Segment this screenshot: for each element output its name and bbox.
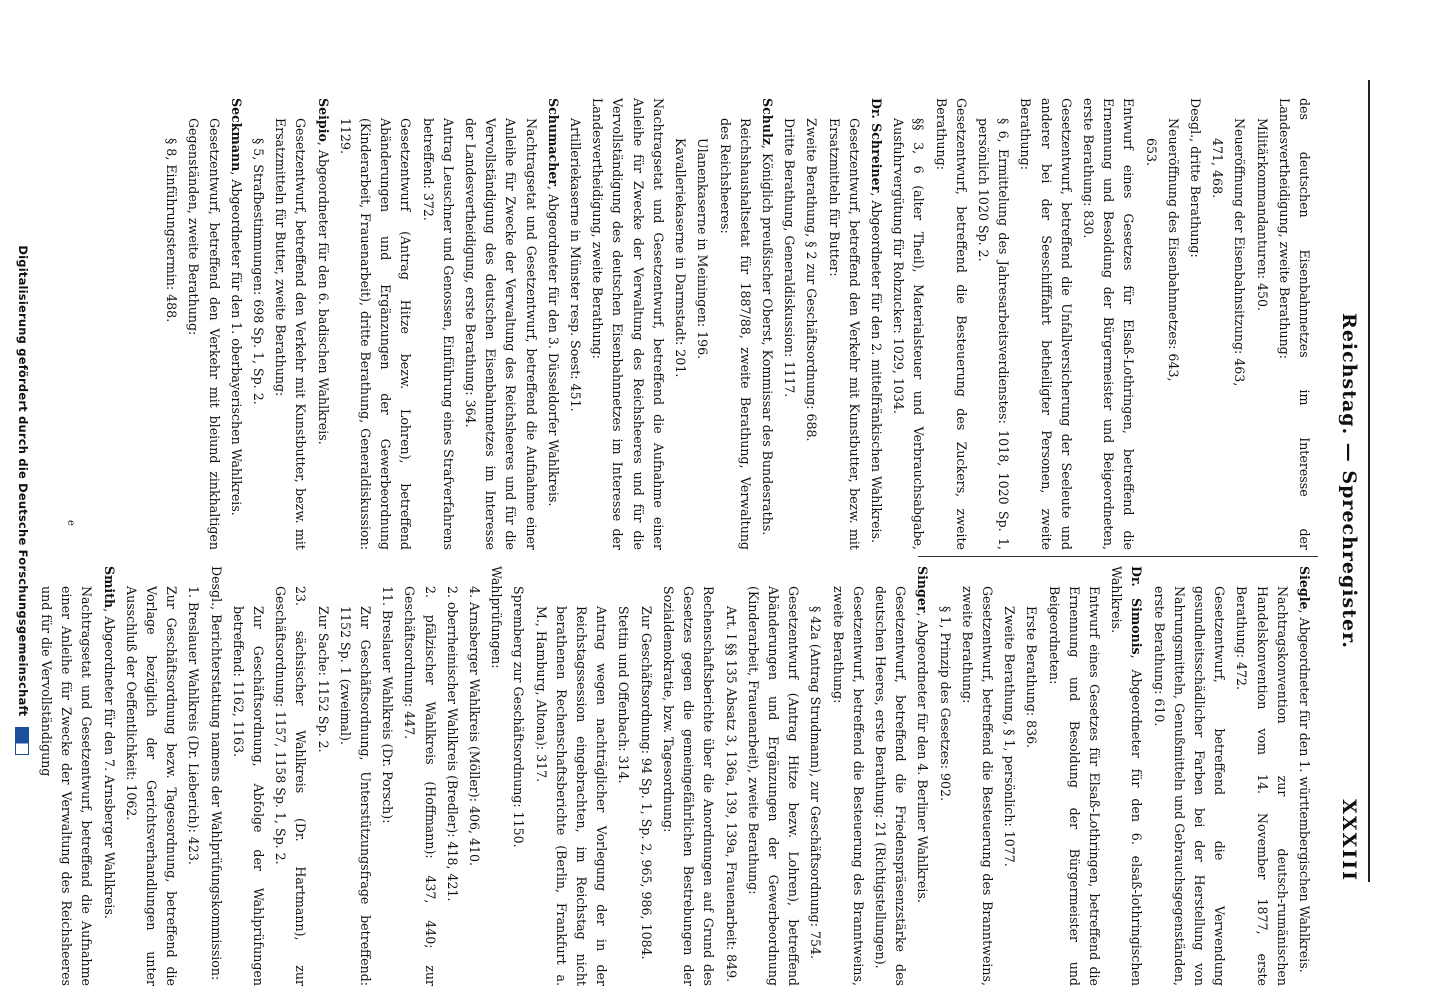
entry-text: Ulanenkaserne in Meiningen: 196. — [695, 138, 711, 360]
entry-text: Gesetzentwurf, betreffend die Verwendung gesundheitsschädlicher Farben bei der Herstellung von Nahrungsmitteln, Genußmitteln und Gebrauchsgegenständen, erste Berathung: 610. — [1151, 586, 1228, 986]
entry-text: 2. oberrheinischer Wahlkreis (Bredler): 418, 421. — [444, 586, 460, 902]
speaker-name: Seipio — [315, 98, 331, 142]
entry-text: , Königlich preußischer Oberst, Kommissar des Bundesraths. — [759, 145, 775, 536]
entry-text: Zweite Berathung, § 2 zur Geschäftsordnung: 688. — [804, 118, 820, 442]
entry-text: Art. I §§ 135 Absatz 3, 136a, 139, 139a, Frauenarbeit: 849. — [723, 606, 739, 983]
speaker-name: Smith — [101, 566, 117, 609]
entry-text: Erste Berathung: 836. — [1024, 606, 1040, 749]
register-entry — [417, 98, 457, 550]
register-entry — [1207, 98, 1227, 550]
register-entry — [530, 566, 611, 986]
register-entry — [870, 566, 910, 986]
entry-text: , Abgeordneter für den 6. elsaß-lothringischen Wahlkreis. — [1109, 566, 1145, 986]
speaker-name: Schulz — [759, 98, 775, 146]
register-entry — [720, 566, 740, 986]
entry-text: , Abgeordneter für den 3. Düsseldorfer Wahlkreis. — [545, 186, 561, 507]
column-divider — [918, 556, 1318, 557]
entry-text: Gesetzentwurf, betreffend die Friedenspräsenzstärke des deutschen Heeres, erste Berathung: 21 (Richtigstellungen). — [872, 586, 909, 986]
entry-text: Gesetzentwurf, betreffend die Besteuerung des Branntweins, zweite Berathung: — [959, 586, 995, 986]
speaker-name: Schumacher — [545, 98, 561, 187]
entry-text: , Abgeordneter für den 6. badischen Wahlkreis. — [315, 141, 331, 445]
entry-text: Zur Geschäftsordnung, Unterstützungsfrage betreffend: 1152 Sp. 1 (zweimal). — [337, 606, 374, 986]
dfg-logo-icon — [16, 727, 30, 755]
register-entry — [912, 566, 932, 986]
entry-text: Antrag wegen nachträglicher Vorlegung der in der Reichstagssession eingebrachten, im Reichstag nicht berathenen Rechenschaftsberichte (Berlin, Frankfurt a. M., Hamburg, Altona): 317. — [533, 606, 610, 986]
speaker-name: Dr. Simonis — [1129, 566, 1145, 655]
entry-text: Gesetzentwurf, betreffend den Verkehr mit Kunstbutter, bezw. mit Ersatzmitteln für Butter, zweite Berathung: — [273, 118, 309, 550]
entry-text: Nachtragsetat und Gesetzentwurf, betreffend die Aufnahme einer Anleihe für Zwecke der Verwaltung des Reichsheeres und für die Vervollständigung des deutschen Eisenbahnnetzes im Interesse der Landesvertheidigung, zweite Berathung: — [590, 98, 666, 550]
entry-text: Neueröffnung der Eisenbahnsitzung: 463, — [1232, 118, 1248, 387]
right-column — [34, 566, 1314, 986]
register-entry — [205, 566, 225, 986]
register-entry — [1140, 98, 1160, 550]
entry-text: Nachtragskonvention zur deutsch-rumänischen Handelskonvention vom 14. November 1877, erste Berathung: 472. — [1234, 586, 1290, 986]
register-entry — [1015, 98, 1076, 550]
register-entry — [270, 566, 310, 986]
entry-text: Zur Geschäftsordnung bezw. Tagesordnung, betreffend die Vorlage bezüglich der Gerichtsverhandlungen unter Ausschluß der Oeffentlichkeit: 1062. — [123, 586, 180, 986]
register-entry — [161, 98, 181, 550]
entry-text: Desgl., Berichterstattung namens der Wahlprüfungskommission: — [208, 566, 224, 981]
register-entry — [866, 98, 886, 550]
entry-text: , Abgeordneter für den 4. Berliner Wahlkreis. — [915, 612, 931, 903]
register-entry — [312, 566, 332, 986]
register-entry — [312, 98, 332, 550]
entry-text: , Abgeordneter für den 1. oberbayerischen Wahlkreis. — [228, 171, 244, 516]
entry-text: , Abgeordneter für den 2. mittelfränkischen Wahlkreis. — [868, 192, 884, 544]
register-entry — [399, 566, 439, 986]
page-mark: e — [65, 520, 76, 526]
entry-text: Neueröffnung des Eisenbahnnetzes: 643, — [1165, 118, 1181, 382]
register-entry — [999, 566, 1019, 986]
entry-text: Militärkommandanturen: 450. — [1254, 118, 1270, 312]
register-entry — [587, 98, 668, 550]
entry-text: Zur Geschäftsordnung: 94 Sp. 1, Sp. 2, 965, 986, 1084. — [638, 606, 654, 960]
register-entry — [508, 566, 528, 986]
register-entry — [658, 566, 719, 986]
entry-text: Entwurf eines Gesetzes für Elsaß-Lothringen, betreffend die Ernennung und Besoldung der Bürgermeister und Beigeordneten, erste Berathung: 830. — [1080, 98, 1137, 550]
register-entry — [801, 98, 821, 550]
register-entry — [805, 566, 825, 986]
digitization-footer — [16, 0, 31, 1000]
speaker-name: Singer — [915, 566, 931, 613]
entry-text: 2. pfälzischer Wahlkreis (Hoffmann): 437, 440; zur Geschäftsordnung: 447. — [402, 586, 438, 986]
entry-text: , Abgeordneter für den 1. württembergischen Wahlkreis. — [1297, 609, 1312, 973]
register-entry — [1231, 566, 1292, 986]
entry-text: Zur Geschäftsordnung, Abfolge der Wahlprüfungen betreffend: 1162, 1163. — [230, 606, 267, 986]
register-entry — [377, 566, 397, 986]
register-entry — [934, 566, 954, 986]
register-entry — [1078, 98, 1139, 550]
register-entry — [121, 566, 182, 986]
top-rule — [1368, 80, 1370, 882]
entry-text: Gesetzentwurf (Antrag Hitze bezw. Lohren), betreffend Abänderungen und Ergänzungen der Gewerbeordnung (Kinderarbeit, Frauenarbeit), dritte Berathung, Generaldiskussion: 1129. — [337, 118, 414, 550]
entry-text: Entwurf eines Gesetzes für Elsaß-Lothringen, betreffend die Ernennung und Besoldung der Bürgermeister und Beigeordneten: — [1046, 586, 1102, 986]
entry-text: Gesetzentwurf, betreffend den Verkehr mit bleiund zinkhaltigen Gegenständen, zweite Berathung: — [186, 118, 222, 550]
register-entry — [888, 98, 928, 550]
register-entry — [270, 98, 310, 550]
entry-text: § 1, Prinzip des Gesetzes: 902. — [937, 606, 953, 801]
register-entry — [827, 566, 867, 986]
entry-text: 11. Breslauer Wahlkreis (Dr. Porsch): — [380, 586, 396, 824]
register-entry — [613, 566, 633, 986]
register-entry — [1043, 566, 1104, 986]
register-entry — [1229, 98, 1249, 550]
register-entry — [957, 566, 997, 986]
register-entry — [335, 98, 416, 550]
entry-text: 1. Breslauer Wahlkreis (Dr. Lieberich): 423. — [186, 586, 202, 865]
entry-text: §§ 3, 6 (alter Theil), Materialsteuer und Verbrauchsabgabe, Ausfuhrvergütung für Rohzucker: 1029, 1034. — [891, 118, 927, 550]
register-entry — [930, 98, 970, 550]
register-entry — [565, 98, 585, 550]
entry-text: 4. Arnsberger Wahlkreis (Möller): 406, 410. — [467, 586, 483, 867]
entry-text: 653. — [1143, 138, 1159, 167]
entry-text: des deutschen Eisenbahnnetzes im Interesse der Landesvertheidigung, zweite Berathung: — [1276, 98, 1312, 550]
entry-text: Nachtragsetat und Gesetzentwurf, betreffend die Aufnahme einer Anleihe für Zwecke der Verwaltung des Reichsheeres und für die Vervollständigung — [39, 586, 95, 986]
register-entry — [823, 98, 863, 550]
register-entry — [183, 566, 203, 986]
register-entry — [248, 98, 268, 550]
entry-text: Desgl., dritte Berathung: — [1187, 98, 1203, 258]
register-entry — [36, 566, 97, 986]
entry-text: Zweite Berathung, § 1, persönlich: 1077. — [1002, 606, 1018, 867]
entry-text: Antrag Leuschner und Genossen, Einführung eines Strafverfahrens betreffend: 372. — [420, 118, 456, 550]
footer-text: Digitalisierung gefördert durch die Deutsche Forschungsgemeinschaft — [16, 245, 30, 717]
entry-text: Gesetzentwurf (Antrag Hitze bezw. Lohren), betreffend Abänderungen und Ergänzungen der Gewerbeordnung (Kinderarbeit, Frauenarbeit), zweite Berathung: — [745, 586, 802, 986]
register-entry — [1251, 98, 1271, 550]
entry-text: Gesetzentwurf, betreffend die Besteuerung des Branntweins, zweite Berathung: — [830, 586, 866, 986]
entry-text: Spremberg zur Geschäftsordnung: 1150. — [511, 586, 527, 848]
register-entry — [464, 566, 484, 986]
entry-text: Artilleriekaserne in Münster resp. Soest: 451. — [568, 118, 584, 412]
entry-text: § 42a (Antrag Strudmann), zur Geschäftsordnung: 754. — [808, 606, 824, 960]
register-entry — [743, 566, 804, 986]
speaker-name: Siegle — [1297, 566, 1312, 610]
entry-text: § 5, Strafbestimmungen: 698 Sp. 1, Sp. 2. — [251, 138, 267, 405]
entry-text: Rechenschaftsberichte über die Anordnungen auf Grund des Gesetzes gegen die gemeingefährlichen Bestrebungen der Sozialdemokratie, bzw. Tagesordnung: — [660, 586, 717, 986]
register-entry — [757, 98, 777, 550]
entry-text: § 6, Ermittelung des Jahresarbeitsverdienstes: 1018, 1020 Sp. 1, persönlich 1020 Sp. 2. — [975, 118, 1012, 550]
register-entry — [543, 98, 563, 550]
entry-text: 23. sächsischer Wahlkreis (Dr. Hartmann), zur Geschäftsordnung: 1157, 1158 Sp. 1, Sp. 2. — [273, 586, 309, 986]
register-entry — [98, 566, 118, 986]
register-entry — [226, 98, 246, 550]
speaker-name: Seckmann — [228, 98, 244, 172]
register-entry — [779, 98, 799, 550]
entry-text: 471, 468. — [1210, 138, 1226, 199]
register-entry — [1148, 566, 1229, 986]
entry-text: Nachtragsetat und Gesetzentwurf, betreffend die Aufnahme einer Anleihe für Zwecke der Verwaltung des Reichsheeres und für die Vervollständigung des deutschen Eisenbahnnetzes im Interesse der Landesvertheidigung, erste Berathung: 364. — [463, 118, 539, 550]
entry-text: Reichshaushaltsetat für 1887/88, zweite Berathung, Verwaltung des Reichsheeres: — [717, 118, 753, 550]
entry-text: Kavalleriekaserne in Darmstadt: 201. — [673, 138, 689, 378]
entry-text: Wahlprüfungen: — [489, 566, 505, 669]
register-entry — [670, 98, 690, 550]
register-entry — [1274, 98, 1314, 550]
register-entry — [183, 98, 223, 550]
register-entry — [460, 98, 541, 550]
page-header — [1326, 80, 1364, 882]
register-entry — [1185, 98, 1205, 550]
speaker-name: Dr. Schreiner — [868, 98, 884, 193]
register-entry — [1106, 566, 1146, 986]
register-entry — [636, 566, 656, 986]
left-column — [159, 98, 1314, 550]
entry-text: Gesetzentwurf, betreffend die Besteuerung des Zuckers, zweite Berathung: — [933, 98, 969, 550]
register-entry — [486, 566, 506, 986]
entry-text: Stettin und Offenbach: 314. — [616, 606, 632, 784]
entry-text: § 8, Einführungstermin: 488. — [164, 138, 180, 323]
register-entry — [1021, 566, 1041, 986]
entry-text: Gesetzentwurf, betreffend den Verkehr mit Kunstbutter, bezw. mit Ersatzmitteln für Butter: — [826, 118, 862, 550]
register-entry — [973, 98, 1013, 550]
register-entry — [714, 98, 754, 550]
register-entry — [228, 566, 268, 986]
page-number: XXXIII — [1338, 799, 1360, 882]
register-entry — [335, 566, 375, 986]
entry-text: , Abgeordneter für den 7. Arnsberger Wahlkreis. — [101, 608, 117, 919]
register-entry — [1163, 98, 1183, 550]
entry-text: Dritte Berathung, Generaldiskussion: 1117. — [782, 118, 798, 398]
register-entry — [442, 566, 462, 986]
entry-text: Zur Sache: 1152 Sp. 2. — [315, 606, 331, 753]
register-entry — [1294, 566, 1314, 986]
entry-text: Gesetzentwurf, betreffend die Unfallversicherung der Seeleute und anderer bei der Seeschifffahrt betheiligter Personen, zweite Berathung: — [1018, 98, 1074, 550]
register-entry — [692, 98, 712, 550]
running-title: Reichstag. — Sprechregister. — [1338, 313, 1360, 649]
